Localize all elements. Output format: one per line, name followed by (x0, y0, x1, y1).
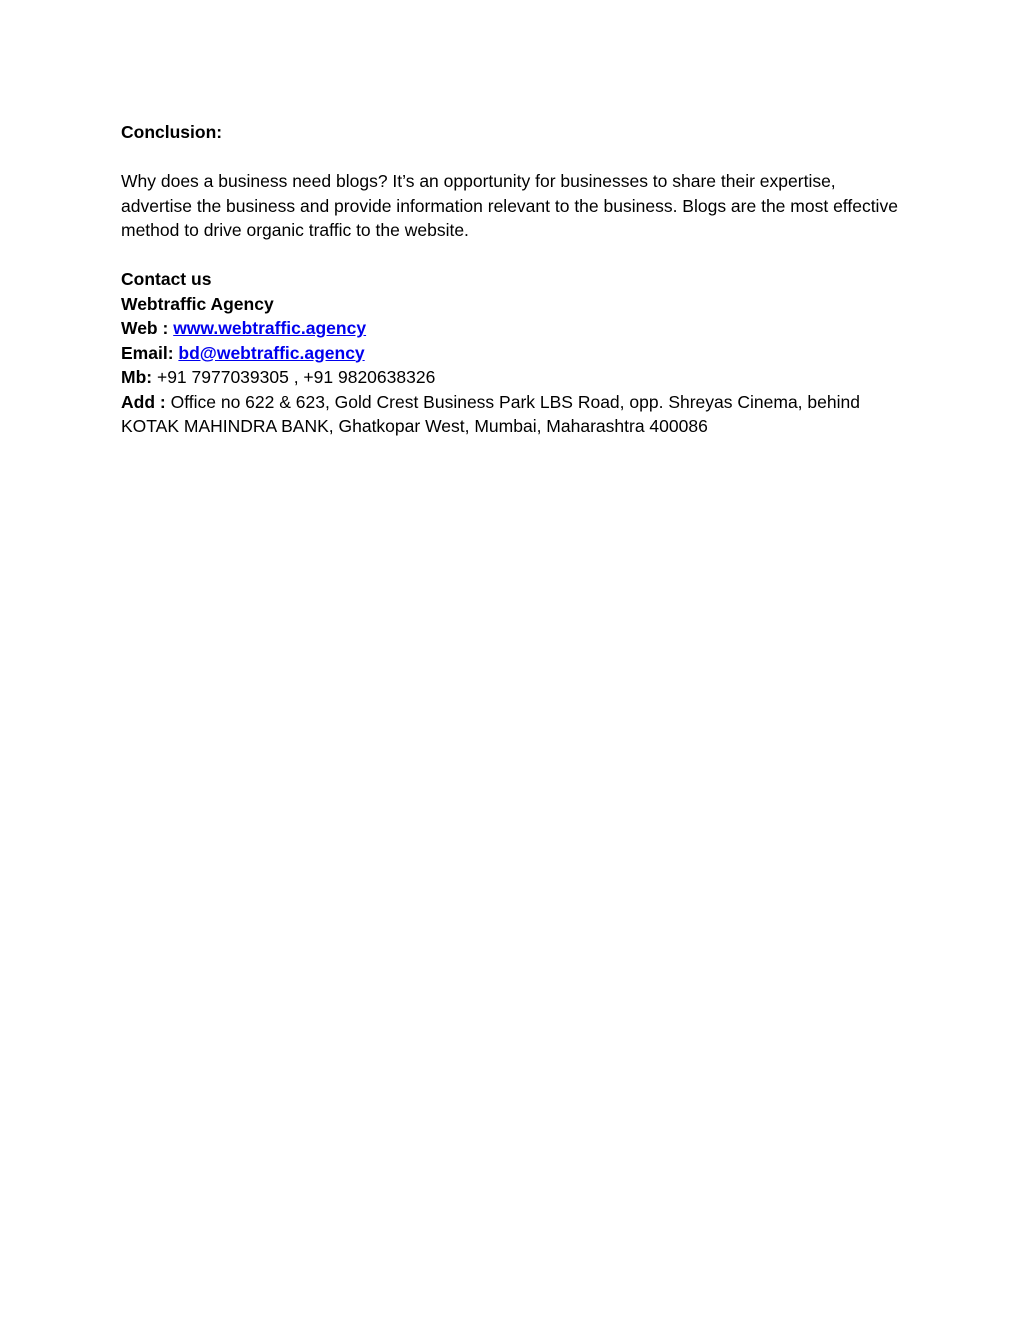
mobile-numbers: +91 7977039305 , +91 9820638326 (152, 367, 436, 387)
website-link[interactable]: www.webtraffic.agency (173, 318, 367, 338)
document-content (121, 120, 901, 439)
mobile-line (121, 365, 901, 390)
web-line (121, 316, 901, 341)
company-name: Webtraffic Agency (121, 293, 274, 314)
email-label: Email: (121, 342, 179, 363)
web-label: Web : (121, 318, 174, 338)
email-line (121, 341, 901, 366)
conclusion-heading: Conclusion: (121, 122, 223, 142)
conclusion-paragraph: Why does a business need blogs? It’s an opportunity for businesses to share their expertise, advertise the business and provide information relevant to the business. Blogs are the most effective method to drive organic traffic to the website. (121, 171, 898, 240)
email-link[interactable]: bd@webtraffic.agency (178, 342, 365, 363)
mobile-label: Mb: (121, 367, 153, 387)
contact-section (121, 267, 901, 439)
address-line (121, 390, 901, 439)
address-label: Add : (121, 391, 166, 412)
address-text: Office no 622 & 623, Gold Crest Business Park LBS Road, opp. Shreyas Cinema, behind KOTAK MAHINDRA BANK, Ghatkopar West, Mumbai, Maharashtra 400086 (121, 391, 860, 436)
contact-title: Contact us (121, 269, 212, 289)
